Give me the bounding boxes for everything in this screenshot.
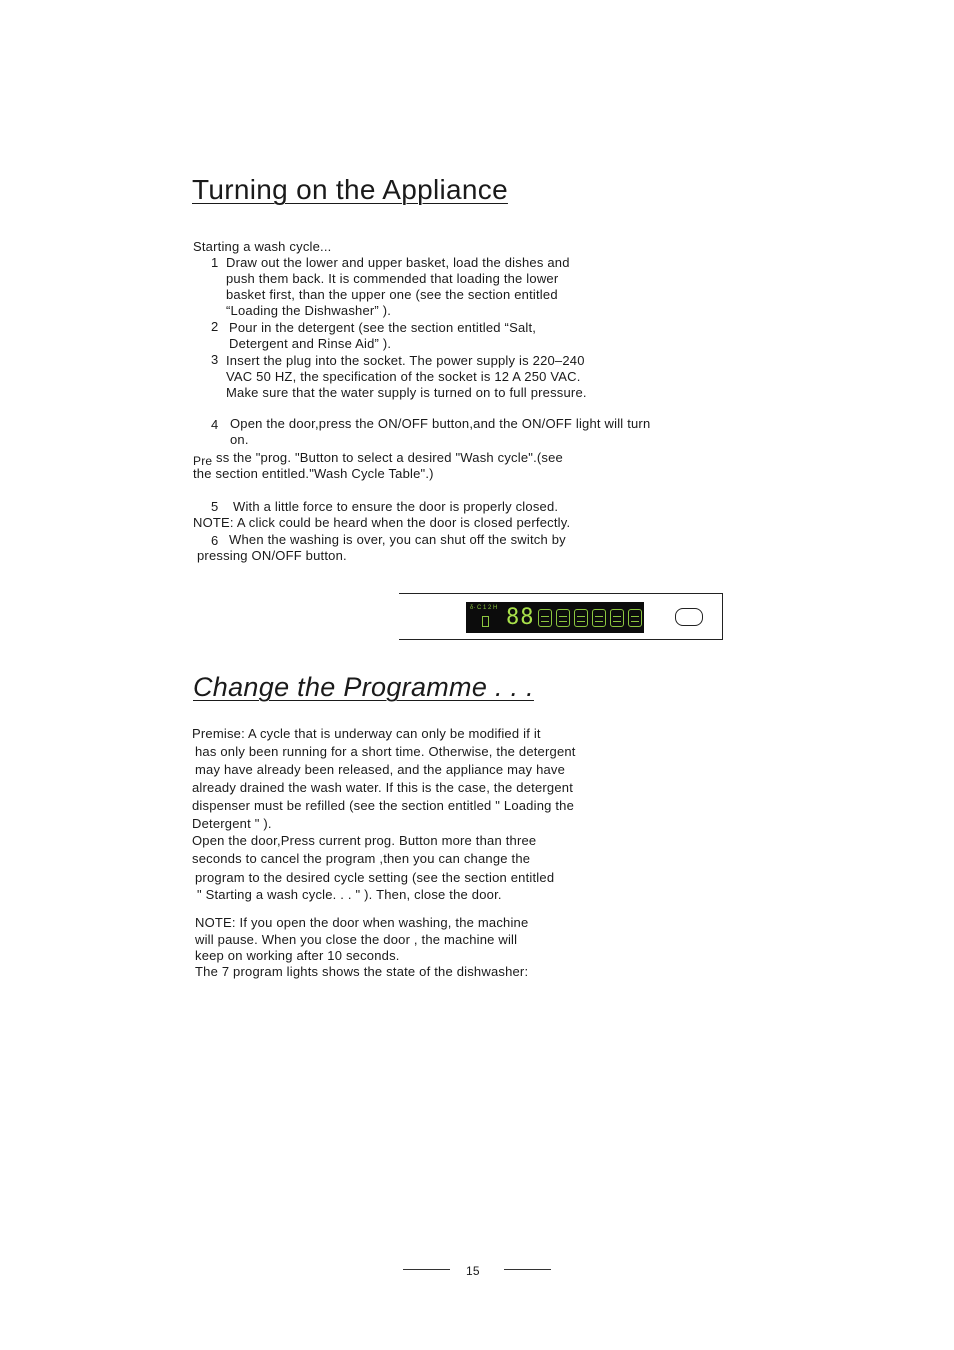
control-panel-illustration [399,593,723,640]
paragraph-line: Open the door,Press current prog. Button more than three [192,833,537,848]
step-line: “Loading the Dishwasher” ). [226,303,392,318]
step-line: When the washing is over, you can shut off the switch by [229,532,566,547]
page-number-rule-right [504,1269,551,1270]
display-indicator-label: δ· C 1 2 H [470,605,498,611]
step-line: Detergent and Rinse Aid” ). [229,336,392,351]
step-number: 6 [211,533,219,548]
step-line: Open the door,press the ON/OFF button,and the ON/OFF light will turn [230,416,651,431]
step-line: on. [230,432,249,447]
step-line: basket first, than the upper one (see the section entitled [226,287,558,302]
note-line: NOTE: A click could be heard when the door is closed perfectly. [193,515,571,530]
note-line: will pause. When you close the door , the machine will [195,932,518,947]
onoff-button-icon [675,608,703,626]
display-small-segment-icon [482,616,489,627]
step-number: 1 [211,255,219,270]
paragraph-line: may have already been released, and the appliance may have [195,762,566,777]
paragraph-line: already drained the wash water. If this is the case, the detergent [192,780,574,795]
step-line: pressing ON/OFF button. [197,548,347,563]
press-line: ss the "prog. "Button to select a desired "Wash cycle".(see [216,450,563,465]
paragraph-line: seconds to cancel the program ,then you can change the [192,851,531,866]
display-screen [466,602,644,633]
step-line: With a little force to ensure the door is properly closed. [233,499,559,514]
paragraph-line: dispenser must be refilled (see the section entitled " Loading the [192,798,575,813]
step-line: push them back. It is commended that loading the lower [226,271,559,286]
press-line: the section entitled."Wash Cycle Table".) [193,466,434,481]
page-number: 15 [466,1264,480,1278]
program-light-icon [628,609,642,627]
intro-text: Starting a wash cycle... [193,239,332,254]
note-line: keep on working after 10 seconds. [195,948,400,963]
step-line: Draw out the lower and upper basket, load the dishes and [226,255,570,270]
paragraph-line: has only been running for a short time. Otherwise, the detergent [195,744,576,759]
note-line: NOTE: If you open the door when washing, the machine [195,915,529,930]
program-light-icon [592,609,606,627]
step-line: Make sure that the water supply is turned on to full pressure. [226,385,587,400]
step-number: 4 [211,417,219,432]
step-line: Pour in the detergent (see the section entitled “Salt, [229,320,537,335]
page-number-rule-left [403,1269,450,1270]
paragraph-line: program to the desired cycle setting (see the section entitled [195,870,555,885]
paragraph-line: Detergent " ). [192,816,272,831]
program-light-icon [538,609,552,627]
paragraph-line: " Starting a wash cycle. . . " ). Then, close the door. [197,887,502,902]
program-light-icon [610,609,624,627]
section-title-change-programme: Change the Programme . . . [193,672,534,702]
step-number: 2 [211,319,219,334]
note-line: The 7 program lights shows the state of the dishwasher: [195,964,529,979]
program-light-icon [556,609,570,627]
program-light-icon [574,609,588,627]
step-line: Insert the plug into the socket. The power supply is 220–240 [226,353,585,368]
paragraph-line: Premise: A cycle that is underway can only be modified if it [192,726,541,741]
step-line: VAC 50 HZ, the specification of the socket is 12 A 250 VAC. [226,369,581,384]
step-number: 3 [211,352,219,367]
step-number: 5 [211,499,219,514]
section-title-turning-on: Turning on the Appliance [192,174,508,205]
press-prefix: Pre [193,454,213,468]
display-digits: 88 [506,605,535,630]
